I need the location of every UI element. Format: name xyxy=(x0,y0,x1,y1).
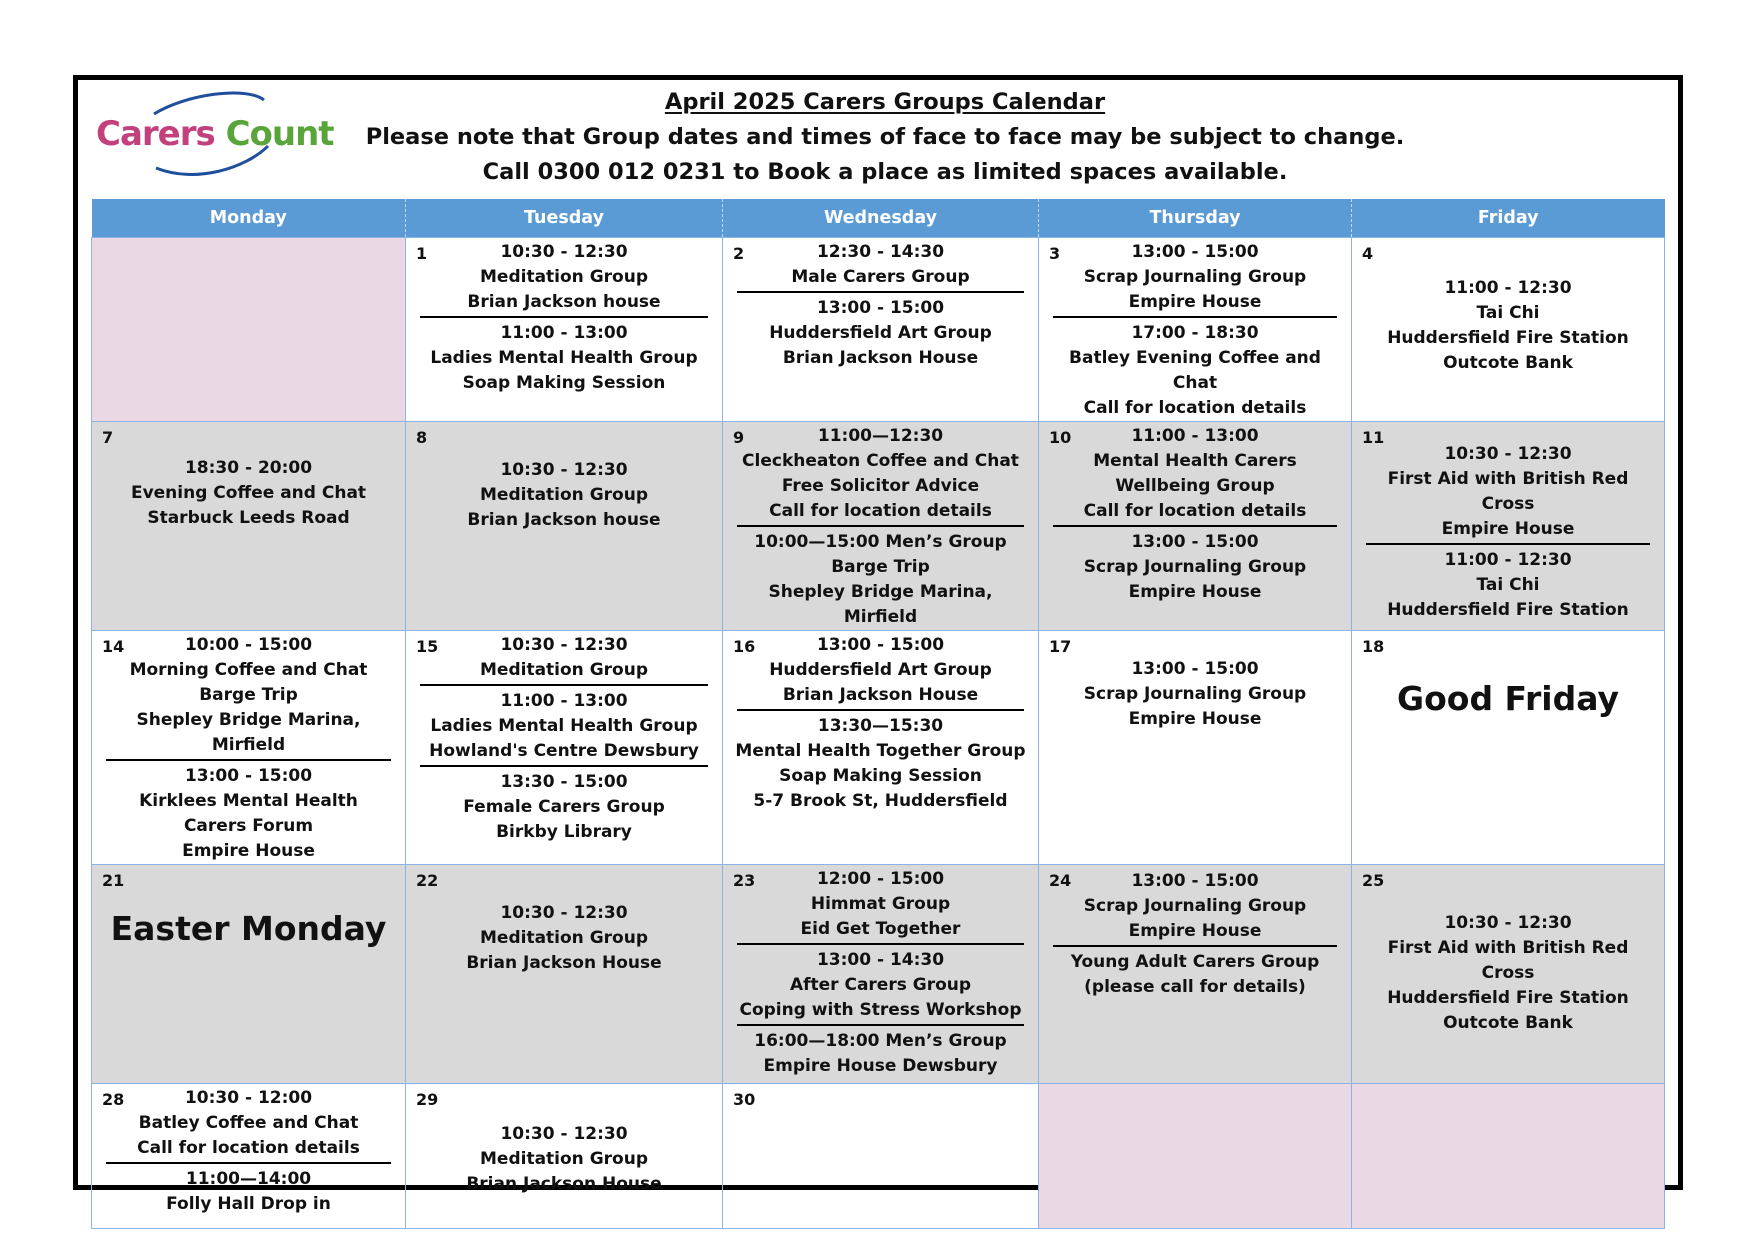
event-block xyxy=(731,714,1030,814)
day-cell xyxy=(92,1084,406,1229)
event-detail: Tai Chi xyxy=(1476,303,1540,323)
holiday-label: Easter Monday xyxy=(110,909,387,948)
event-detail: Scrap Journaling Group xyxy=(1083,684,1307,704)
event-time: 13:30 - 15:00 xyxy=(500,772,628,792)
event-time: 13:00 - 15:00 xyxy=(816,635,945,655)
event-block xyxy=(731,240,1030,290)
day-cell xyxy=(1352,422,1665,631)
day-cell xyxy=(1039,631,1352,865)
event-detail: Brian Jackson House xyxy=(782,348,979,368)
event-block xyxy=(100,456,397,531)
empty-day-cell xyxy=(92,238,406,422)
event-block xyxy=(1360,911,1656,1036)
event-time: 13:00 - 15:00 xyxy=(1131,532,1259,552)
day-number: 21 xyxy=(102,871,125,890)
event-detail: Call for location details xyxy=(769,501,992,521)
day-number: 8 xyxy=(416,428,428,447)
cell-content xyxy=(92,1084,405,1217)
weekday-header: Monday xyxy=(92,199,406,238)
event-time: 11:00 - 13:00 xyxy=(500,691,628,711)
event-block xyxy=(731,948,1030,1023)
event-divider xyxy=(737,709,1024,711)
cell-content xyxy=(92,865,405,949)
event-detail: Brian Jackson house xyxy=(467,510,661,530)
event-detail: Wellbeing Group xyxy=(1115,476,1275,496)
event-detail: Brian Jackson House xyxy=(466,1174,662,1194)
day-cell xyxy=(92,865,406,1084)
weekday-header: Friday xyxy=(1352,199,1665,238)
event-detail: After Carers Group xyxy=(789,975,972,995)
day-number: 11 xyxy=(1362,428,1385,447)
cell-content xyxy=(1352,631,1664,719)
day-number: 2 xyxy=(733,244,745,263)
empty-day-cell xyxy=(1039,1084,1352,1229)
event-detail: Meditation Group xyxy=(480,1149,648,1169)
event-block xyxy=(414,240,714,315)
week-row xyxy=(92,422,1665,631)
cell-content xyxy=(92,422,405,531)
event-divider xyxy=(737,1024,1024,1026)
event-detail: First Aid with British Red Cross xyxy=(1387,469,1629,514)
week-row xyxy=(92,1084,1665,1229)
event-detail: Scrap Journaling Group xyxy=(1083,896,1307,916)
event-time: 13:00 - 14:30 xyxy=(816,950,945,970)
event-block xyxy=(1047,657,1343,732)
event-time: 10:30 - 12:30 xyxy=(1444,444,1572,464)
day-number: 1 xyxy=(416,244,428,263)
event-time: 13:00 - 15:00 xyxy=(1131,242,1259,262)
event-detail: Kirklees Mental Health xyxy=(139,791,358,811)
event-block xyxy=(1360,276,1656,376)
day-cell xyxy=(723,1084,1039,1229)
event-detail: Brian Jackson house xyxy=(467,292,661,312)
day-cell xyxy=(723,865,1039,1084)
event-detail: Mental Health Together Group xyxy=(735,741,1026,761)
event-detail: Outcote Bank xyxy=(1443,353,1573,373)
day-number: 15 xyxy=(416,637,439,656)
cell-content xyxy=(1039,238,1351,421)
empty-day-cell xyxy=(1352,1084,1665,1229)
day-number: 23 xyxy=(733,871,756,890)
event-time: 10:30 - 12:30 xyxy=(500,1124,628,1144)
event-block xyxy=(1360,442,1656,542)
page-title: April 2025 Carers Groups Calendar xyxy=(664,89,1106,115)
event-detail: Call for location details xyxy=(1083,398,1307,418)
event-detail: Carers Forum xyxy=(183,816,314,836)
event-detail: Ladies Mental Health Group xyxy=(430,716,698,736)
event-block xyxy=(100,633,397,758)
event-block xyxy=(414,321,714,396)
event-time: 11:00 - 13:00 xyxy=(500,323,628,343)
day-cell xyxy=(406,631,723,865)
event-detail: Barge Trip xyxy=(199,685,298,705)
event-block xyxy=(414,689,714,764)
logo-text xyxy=(96,114,334,154)
cell-content xyxy=(723,865,1038,1079)
event-time: 10:30 - 12:30 xyxy=(500,635,628,655)
event-detail: Empire House xyxy=(1441,519,1575,539)
event-detail: Barge Trip xyxy=(831,557,930,577)
day-cell xyxy=(92,631,406,865)
event-time: 10:30 - 12:30 xyxy=(500,242,628,262)
day-number: 16 xyxy=(733,637,756,656)
event-detail: Huddersfield Fire Station xyxy=(1387,328,1629,348)
day-number: 24 xyxy=(1049,871,1072,890)
day-number: 29 xyxy=(416,1090,439,1109)
event-detail: Male Carers Group xyxy=(791,267,970,287)
event-detail: Soap Making Session xyxy=(779,766,982,786)
event-detail: Brian Jackson House xyxy=(466,953,662,973)
event-time: 13:00 - 15:00 xyxy=(1131,871,1259,891)
event-detail: Evening Coffee and Chat xyxy=(130,483,367,503)
event-time: 10:30 - 12:00 xyxy=(184,1088,313,1108)
logo-word-carers: Carers xyxy=(96,114,215,154)
day-cell xyxy=(1039,238,1352,422)
event-block xyxy=(1047,240,1343,315)
event-time: 13:00 - 15:00 xyxy=(816,298,945,318)
event-block xyxy=(731,530,1030,630)
event-detail: Call for location details xyxy=(137,1138,360,1158)
event-divider xyxy=(1053,945,1337,947)
cell-content xyxy=(1039,422,1351,605)
event-time: 11:00 - 13:00 xyxy=(1131,426,1259,446)
day-cell xyxy=(723,631,1039,865)
event-detail: Cleckheaton Coffee and Chat xyxy=(742,451,1019,471)
event-detail: Birkby Library xyxy=(496,822,632,842)
event-detail: Batley Evening Coffee and Chat xyxy=(1069,348,1321,393)
event-block xyxy=(414,1122,714,1197)
event-time: 18:30 - 20:00 xyxy=(184,458,313,478)
event-block xyxy=(414,770,714,845)
day-number: 4 xyxy=(1362,244,1374,263)
event-block xyxy=(100,1167,397,1217)
event-detail: First Aid with British Red Cross xyxy=(1387,938,1629,983)
event-time: 10:00 - 15:00 xyxy=(184,635,313,655)
event-divider xyxy=(1053,316,1337,318)
day-cell xyxy=(406,238,723,422)
carers-count-logo xyxy=(96,88,336,188)
event-time: 11:00—12:30 xyxy=(817,426,944,446)
event-detail: 5-7 Brook St, Huddersfield xyxy=(753,791,1008,811)
day-cell xyxy=(1352,865,1665,1084)
event-detail: Outcote Bank xyxy=(1443,1013,1573,1033)
event-time: 10:30 - 12:30 xyxy=(1444,913,1572,933)
event-block xyxy=(414,901,714,976)
event-detail: Meditation Group xyxy=(480,485,648,505)
day-number: 18 xyxy=(1362,637,1385,656)
event-time: 16:00—18:00 Men’s Group xyxy=(754,1031,1007,1051)
event-divider xyxy=(106,1162,391,1164)
event-detail: Call for location details xyxy=(1083,501,1307,521)
event-divider xyxy=(737,525,1024,527)
event-block xyxy=(100,764,397,864)
event-block xyxy=(731,1029,1030,1079)
cell-content xyxy=(723,422,1038,630)
event-block xyxy=(731,867,1030,942)
event-block xyxy=(1047,950,1343,1000)
booking-line: Call 0300 012 0231 to Book a place as limited spaces available. xyxy=(482,159,1288,185)
event-detail: Huddersfield Fire Station xyxy=(1387,988,1629,1008)
week-row xyxy=(92,631,1665,865)
holiday-label: Good Friday xyxy=(1397,679,1619,718)
event-time: 17:00 - 18:30 xyxy=(1131,323,1259,343)
day-cell xyxy=(92,422,406,631)
event-time: 10:30 - 12:30 xyxy=(500,903,628,923)
cell-content xyxy=(1352,238,1664,376)
event-detail: Meditation Group xyxy=(480,928,648,948)
event-detail: Female Carers Group xyxy=(463,797,665,817)
day-cell xyxy=(1352,238,1665,422)
event-time: 13:00 - 15:00 xyxy=(184,766,313,786)
event-time: 10:00—15:00 Men’s Group xyxy=(754,532,1007,552)
event-detail: Shepley Bridge Marina, Mirfield xyxy=(768,582,993,627)
logo-word-count: Count xyxy=(225,114,334,154)
day-number: 7 xyxy=(102,428,114,447)
cell-content xyxy=(406,865,722,976)
day-number: 25 xyxy=(1362,871,1385,890)
event-detail: Brian Jackson House xyxy=(782,685,979,705)
event-detail: Shepley Bridge Marina, Mirfield xyxy=(136,710,361,755)
day-cell xyxy=(723,238,1039,422)
day-number: 10 xyxy=(1049,428,1072,447)
event-time: 10:30 - 12:30 xyxy=(500,460,628,480)
event-detail: Empire House xyxy=(182,841,315,861)
event-time: 11:00—14:00 xyxy=(185,1169,312,1189)
weekday-header-row xyxy=(92,199,1665,238)
day-number: 17 xyxy=(1049,637,1072,656)
event-detail: Morning Coffee and Chat xyxy=(129,660,368,680)
day-cell xyxy=(406,865,723,1084)
event-detail: Coping with Stress Workshop xyxy=(739,1000,1022,1020)
day-cell xyxy=(1352,631,1665,865)
event-divider xyxy=(420,684,708,686)
cell-content xyxy=(406,631,722,845)
event-detail: Empire House Dewsbury xyxy=(763,1056,998,1076)
event-block xyxy=(731,296,1030,371)
day-cell xyxy=(1039,422,1352,631)
day-number: 9 xyxy=(733,428,745,447)
event-detail: (please call for details) xyxy=(1084,977,1306,997)
event-detail: Starbuck Leeds Road xyxy=(147,508,350,528)
cell-content xyxy=(723,631,1038,814)
event-divider xyxy=(1366,543,1650,545)
event-time: 13:30—15:30 xyxy=(817,716,944,736)
event-detail: Scrap Journaling Group xyxy=(1083,267,1307,287)
event-detail: Meditation Group xyxy=(480,267,648,287)
event-block xyxy=(1047,321,1343,421)
event-detail: Empire House xyxy=(1128,292,1262,312)
event-block xyxy=(731,424,1030,524)
event-detail: Meditation Group xyxy=(480,660,648,680)
event-time: 12:30 - 14:30 xyxy=(816,242,945,262)
event-detail: Scrap Journaling Group xyxy=(1083,557,1307,577)
week-row xyxy=(92,865,1665,1084)
event-block xyxy=(414,633,714,683)
notice-line: Please note that Group dates and times of face to face may be subject to change. xyxy=(365,124,1405,150)
event-detail: Huddersfield Art Group xyxy=(769,660,992,680)
event-detail: Howland's Centre Dewsbury xyxy=(429,741,699,761)
event-detail: Folly Hall Drop in xyxy=(166,1194,331,1214)
cell-content xyxy=(1039,865,1351,1000)
event-block xyxy=(1047,869,1343,944)
page-header xyxy=(360,85,1410,190)
day-number: 30 xyxy=(733,1090,756,1109)
weekday-header: Thursday xyxy=(1039,199,1352,238)
event-time: 11:00 - 12:30 xyxy=(1444,278,1572,298)
event-detail: Batley Coffee and Chat xyxy=(138,1113,359,1133)
event-divider xyxy=(1053,525,1337,527)
day-cell xyxy=(406,422,723,631)
event-time: Young Adult Carers Group xyxy=(1070,952,1320,972)
event-detail: Soap Making Session xyxy=(462,373,666,393)
day-cell xyxy=(406,1084,723,1229)
event-divider xyxy=(106,759,391,761)
event-divider xyxy=(420,316,708,318)
event-detail: Eid Get Together xyxy=(800,919,961,939)
event-detail: Empire House xyxy=(1128,709,1262,729)
event-block xyxy=(100,1086,397,1161)
day-number: 28 xyxy=(102,1090,125,1109)
event-block xyxy=(731,633,1030,708)
cell-content xyxy=(1352,865,1664,1036)
cell-content xyxy=(406,238,722,396)
cell-content xyxy=(406,422,722,533)
event-divider xyxy=(737,291,1024,293)
weekday-header: Wednesday xyxy=(723,199,1039,238)
event-time: 13:00 - 15:00 xyxy=(1131,659,1259,679)
cell-content xyxy=(1352,422,1664,623)
cell-content xyxy=(406,1084,722,1197)
event-detail: Tai Chi xyxy=(1476,575,1540,595)
event-detail: Mental Health Carers xyxy=(1093,451,1297,471)
event-time: 12:00 - 15:00 xyxy=(816,869,945,889)
event-divider xyxy=(737,943,1024,945)
event-detail: Free Solicitor Advice xyxy=(781,476,980,496)
event-block xyxy=(1360,548,1656,623)
weekday-header: Tuesday xyxy=(406,199,723,238)
event-detail: Himmat Group xyxy=(810,894,951,914)
day-cell xyxy=(1039,865,1352,1084)
week-row xyxy=(92,238,1665,422)
event-divider xyxy=(420,765,708,767)
event-block xyxy=(1047,424,1343,524)
day-number: 3 xyxy=(1049,244,1061,263)
calendar-table xyxy=(91,199,1665,1229)
event-detail: Huddersfield Fire Station xyxy=(1387,600,1629,620)
cell-content xyxy=(723,238,1038,371)
event-detail: Huddersfield Art Group xyxy=(769,323,992,343)
event-block xyxy=(414,458,714,533)
cell-content xyxy=(1039,631,1351,732)
event-detail: Ladies Mental Health Group xyxy=(430,348,698,368)
event-detail: Empire House xyxy=(1128,582,1262,602)
day-cell xyxy=(723,422,1039,631)
event-time: 11:00 - 12:30 xyxy=(1444,550,1572,570)
cell-content xyxy=(92,631,405,864)
event-detail: Empire House xyxy=(1128,921,1262,941)
event-block xyxy=(1047,530,1343,605)
day-number: 14 xyxy=(102,637,125,656)
day-number: 22 xyxy=(416,871,439,890)
